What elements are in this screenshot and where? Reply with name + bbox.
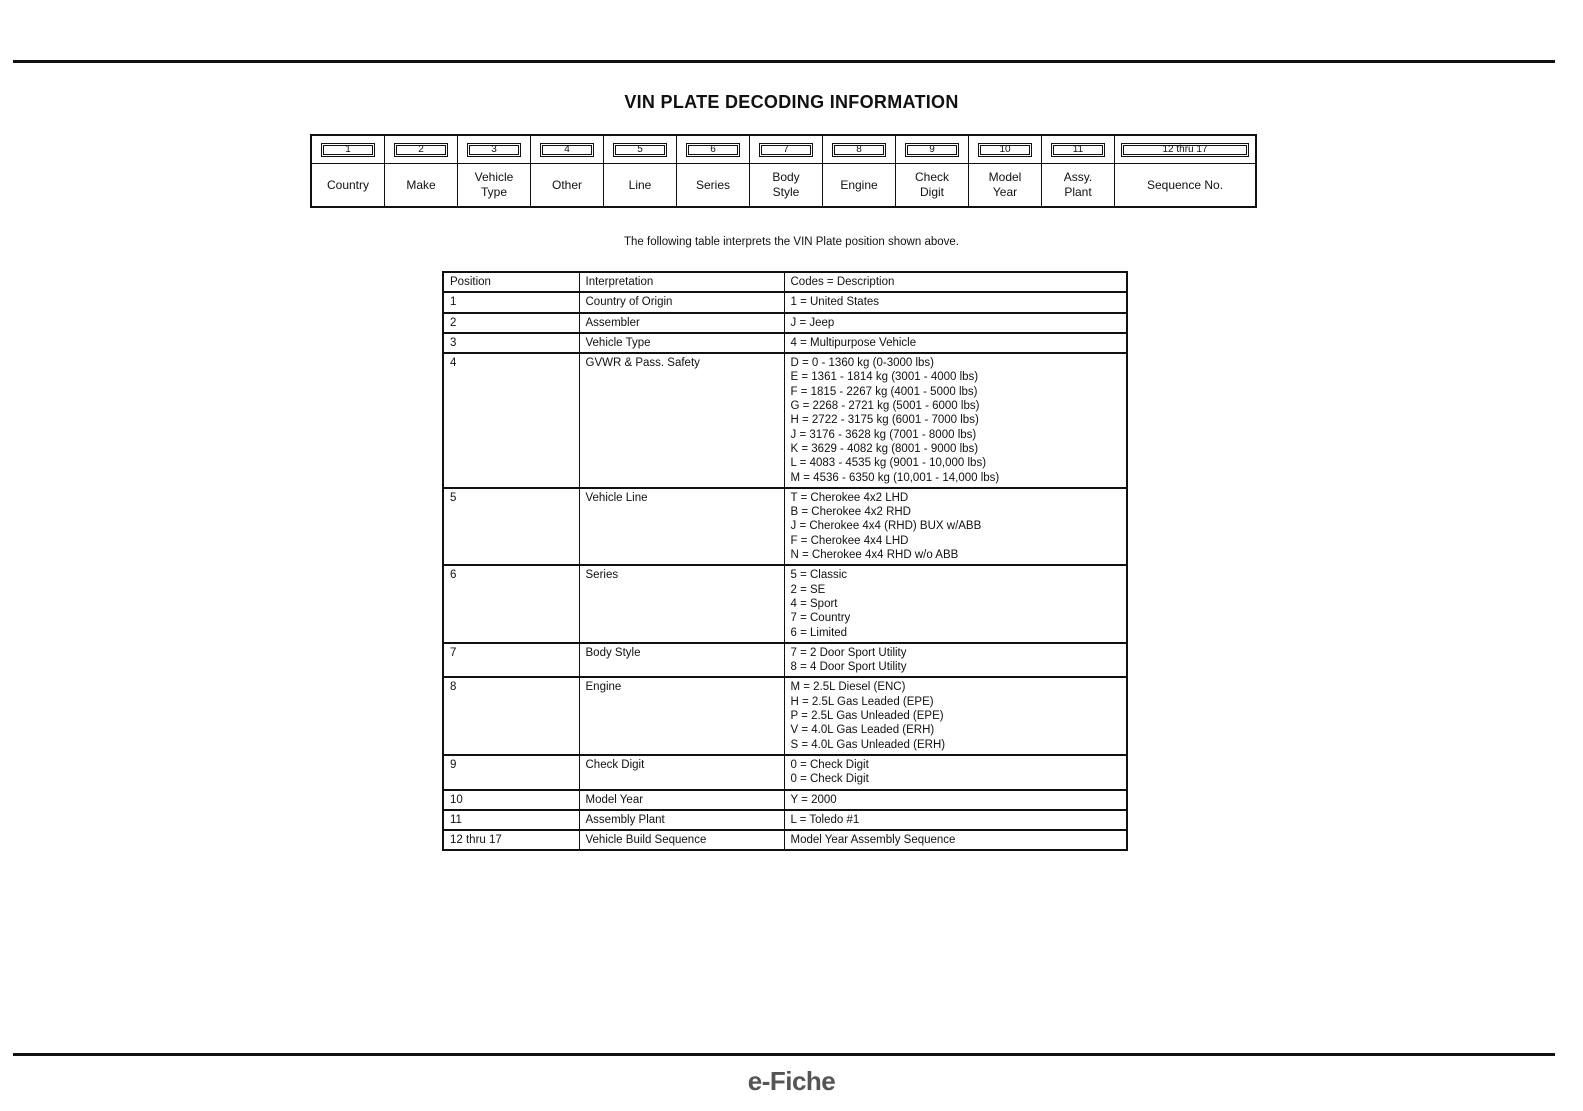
code-line: L = 4083 - 4535 kg (9001 - 10,000 lbs) xyxy=(790,457,987,470)
plate-position xyxy=(312,136,385,206)
code-line: L = Toledo #1 xyxy=(790,813,860,826)
plate-number: 5 xyxy=(613,143,667,157)
code-line: Y = 2000 xyxy=(790,793,837,806)
table-row xyxy=(443,755,1127,790)
codes-cell xyxy=(784,677,1127,754)
codes-cell xyxy=(784,810,1127,830)
plate-label: Country xyxy=(326,177,370,192)
plate-number: 12 thru 17 xyxy=(1121,143,1249,157)
code-line: 7 = Country xyxy=(790,612,851,625)
table-header-row xyxy=(443,272,1127,292)
codes-cell xyxy=(784,333,1127,353)
plate-number-cell xyxy=(531,136,603,164)
plate-position xyxy=(677,136,750,206)
position-cell: 7 xyxy=(443,643,579,678)
codes-cell xyxy=(784,292,1127,312)
bottom-rule xyxy=(13,1053,1555,1056)
code-line: G = 2268 - 2721 kg (5001 - 6000 lbs) xyxy=(790,400,980,413)
plate-label: Body Style xyxy=(772,170,800,199)
position-cell: 5 xyxy=(443,488,579,565)
plate-label: Assy. Plant xyxy=(1063,170,1093,199)
code-line: 1 = United States xyxy=(790,296,880,309)
table-row xyxy=(443,313,1127,333)
position-cell: 11 xyxy=(443,810,579,830)
code-line: 7 = 2 Door Sport Utility xyxy=(790,646,907,659)
interpretation-cell: Country of Origin xyxy=(579,292,784,312)
table-row xyxy=(443,292,1127,312)
plate-number-cell xyxy=(896,136,968,164)
intro-text: The following table interprets the VIN Plate position shown above. xyxy=(624,236,959,248)
position-cell: 12 thru 17 xyxy=(443,830,579,850)
codes-cell xyxy=(784,755,1127,790)
table-row xyxy=(443,333,1127,353)
code-line: S = 4.0L Gas Unleaded (ERH) xyxy=(790,738,946,751)
interpretation-cell: GVWR & Pass. Safety xyxy=(579,353,784,488)
top-rule xyxy=(13,60,1555,63)
code-line: T = Cherokee 4x2 LHD xyxy=(790,491,909,504)
code-line: 4 = Multipurpose Vehicle xyxy=(790,336,917,349)
position-cell: 2 xyxy=(443,313,579,333)
plate-number: 3 xyxy=(467,143,521,157)
code-line: 2 = SE xyxy=(790,583,826,596)
efiche-logo: e-Fiche xyxy=(747,1066,836,1096)
code-line: 0 = Check Digit xyxy=(790,773,869,786)
plate-number-cell xyxy=(458,136,530,164)
plate-number-cell xyxy=(969,136,1041,164)
plate-number-cell xyxy=(750,136,822,164)
interpretation-cell: Vehicle Type xyxy=(579,333,784,353)
codes-cell xyxy=(784,565,1127,642)
plate-label: Sequence No. xyxy=(1146,177,1224,192)
code-line: 6 = Limited xyxy=(790,626,848,639)
code-line: Model Year Assembly Sequence xyxy=(790,834,956,847)
code-line: 8 = 4 Door Sport Utility xyxy=(790,661,907,674)
table-row xyxy=(443,677,1127,754)
code-line: 4 = Sport xyxy=(790,597,838,610)
interpretation-cell: Engine xyxy=(579,677,784,754)
code-line: J = Cherokee 4x4 (RHD) BUX w/ABB xyxy=(790,520,982,533)
table-row xyxy=(443,565,1127,642)
page-title: VIN PLATE DECODING INFORMATION xyxy=(624,92,959,112)
table-row xyxy=(443,810,1127,830)
codes-cell xyxy=(784,790,1127,810)
codes-cell xyxy=(784,353,1127,488)
interpretation-cell: Body Style xyxy=(579,643,784,678)
interpretation-cell: Series xyxy=(579,565,784,642)
interpretation-cell: Check Digit xyxy=(579,755,784,790)
plate-number-cell xyxy=(1115,136,1255,164)
plate-number: 9 xyxy=(905,143,959,157)
position-cell: 10 xyxy=(443,790,579,810)
header-codes: Codes = Description xyxy=(784,272,1127,292)
codes-cell xyxy=(784,313,1127,333)
plate-position xyxy=(531,136,604,206)
codes-cell xyxy=(784,643,1127,678)
plate-label: Check Digit xyxy=(914,170,949,199)
code-line: M = 2.5L Diesel (ENC) xyxy=(790,681,906,694)
code-line: M = 4536 - 6350 kg (10,001 - 14,000 lbs) xyxy=(790,471,1000,484)
plate-position xyxy=(385,136,458,206)
table-row xyxy=(443,830,1127,850)
plate-label: Make xyxy=(406,177,436,192)
plate-position xyxy=(896,136,969,206)
code-line: J = 3176 - 3628 kg (7001 - 8000 lbs) xyxy=(790,428,977,441)
plate-label: Other xyxy=(551,177,582,192)
position-cell: 9 xyxy=(443,755,579,790)
code-line: F = Cherokee 4x4 LHD xyxy=(790,534,909,547)
header-interpretation: Interpretation xyxy=(579,272,784,292)
position-cell: 8 xyxy=(443,677,579,754)
code-line: N = Cherokee 4x4 RHD w/o ABB xyxy=(790,549,959,562)
code-line: P = 2.5L Gas Unleaded (EPE) xyxy=(790,710,944,723)
plate-label: Line xyxy=(628,177,652,192)
plate-number-cell xyxy=(1042,136,1114,164)
code-line: V = 4.0L Gas Leaded (ERH) xyxy=(790,724,935,737)
vin-decoding-table xyxy=(442,271,1128,851)
table-row xyxy=(443,643,1127,678)
plate-position xyxy=(823,136,896,206)
plate-label: Series xyxy=(695,177,730,192)
position-cell: 3 xyxy=(443,333,579,353)
plate-number-cell xyxy=(385,136,457,164)
position-cell: 1 xyxy=(443,292,579,312)
code-line: D = 0 - 1360 kg (0-3000 lbs) xyxy=(790,357,935,370)
plate-number: 2 xyxy=(394,143,448,157)
code-line: B = Cherokee 4x2 RHD xyxy=(790,506,911,519)
plate-label: Vehicle Type xyxy=(474,170,514,199)
plate-label: Model Year xyxy=(988,170,1022,199)
codes-cell xyxy=(784,830,1127,850)
interpretation-cell: Vehicle Build Sequence xyxy=(579,830,784,850)
code-line: J = Jeep xyxy=(790,316,835,329)
plate-position xyxy=(458,136,531,206)
code-line: 5 = Classic xyxy=(790,569,848,582)
plate-number: 1 xyxy=(321,143,375,157)
plate-label: Engine xyxy=(840,177,878,192)
plate-number-cell xyxy=(312,136,384,164)
plate-number: 7 xyxy=(759,143,813,157)
interpretation-cell: Assembly Plant xyxy=(579,810,784,830)
table-row xyxy=(443,353,1127,488)
code-line: E = 1361 - 1814 kg (3001 - 4000 lbs) xyxy=(790,371,979,384)
plate-number: 10 xyxy=(978,143,1032,157)
codes-cell xyxy=(784,488,1127,565)
plate-number: 8 xyxy=(832,143,886,157)
interpretation-cell: Vehicle Line xyxy=(579,488,784,565)
interpretation-cell: Assembler xyxy=(579,313,784,333)
code-line: F = 1815 - 2267 kg (4001 - 5000 lbs) xyxy=(790,385,978,398)
position-cell: 6 xyxy=(443,565,579,642)
plate-position xyxy=(1042,136,1115,206)
table-row xyxy=(443,488,1127,565)
code-line: H = 2722 - 3175 kg (6001 - 7000 lbs) xyxy=(790,414,979,427)
plate-position xyxy=(604,136,677,206)
plate-number-cell xyxy=(604,136,676,164)
code-line: H = 2.5L Gas Leaded (EPE) xyxy=(790,695,934,708)
table-row xyxy=(443,790,1127,810)
plate-number-cell xyxy=(677,136,749,164)
plate-position xyxy=(750,136,823,206)
plate-position xyxy=(969,136,1042,206)
vin-plate-diagram xyxy=(310,134,1257,208)
interpretation-cell: Model Year xyxy=(579,790,784,810)
plate-number: 6 xyxy=(686,143,740,157)
plate-number: 4 xyxy=(540,143,594,157)
code-line: 0 = Check Digit xyxy=(790,758,869,771)
position-cell: 4 xyxy=(443,353,579,488)
plate-number-cell xyxy=(823,136,895,164)
header-position: Position xyxy=(443,272,579,292)
code-line: K = 3629 - 4082 kg (8001 - 9000 lbs) xyxy=(790,442,979,455)
plate-number: 11 xyxy=(1051,143,1105,157)
plate-position xyxy=(1115,136,1255,206)
